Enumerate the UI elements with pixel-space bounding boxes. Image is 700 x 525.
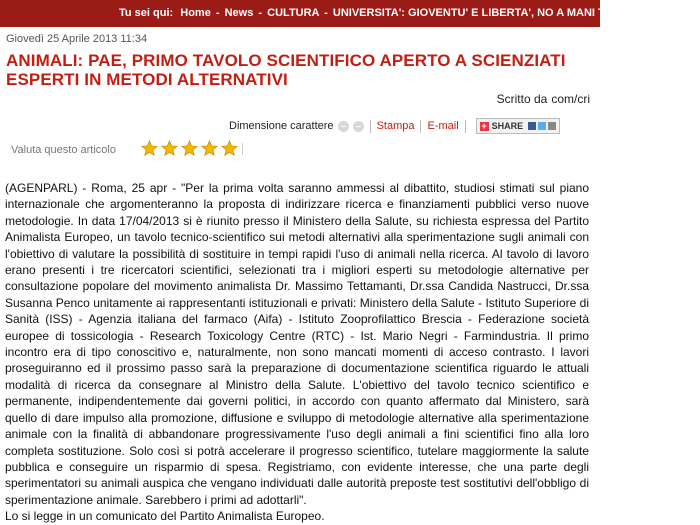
star-icon[interactable] xyxy=(141,140,158,157)
plus-icon: + xyxy=(481,120,487,131)
star-icon[interactable] xyxy=(221,140,238,157)
breadcrumb-bar xyxy=(0,0,700,27)
font-size-label: Dimensione carattere xyxy=(229,120,334,132)
rating-stars[interactable] xyxy=(141,140,243,157)
email-link[interactable]: E-mail xyxy=(427,120,459,132)
breadcrumb-item-home[interactable]: Home xyxy=(180,7,211,19)
font-increase-button[interactable] xyxy=(353,121,364,132)
author-label: Scritto da xyxy=(496,92,548,106)
star-icon[interactable] xyxy=(161,140,178,157)
breadcrumb xyxy=(119,0,700,27)
article-title[interactable]: ANIMALI: PAE, PRIMO TAVOLO SCIENTIFICO APERTO A SCIENZIATI ESPERTI IN METODI ALTERNATIVI xyxy=(6,51,566,89)
print-link[interactable]: Stampa xyxy=(376,120,415,132)
author-name: com/cri xyxy=(551,92,590,106)
share-label: SHARE xyxy=(491,121,524,131)
article-author xyxy=(497,92,590,106)
facebook-icon xyxy=(528,122,536,130)
breadcrumb-item-cultura[interactable]: CULTURA xyxy=(267,7,320,19)
breadcrumb-item-current: UNIVERSITA': GIOVENTU' E LIBERTA', NO A MANI TASCHE STUDENTI xyxy=(332,7,700,19)
star-icon[interactable] xyxy=(201,140,218,157)
twitter-icon xyxy=(538,122,546,130)
article-paragraph: Lo si legge in un comunicato del Partito Animalista Europeo. xyxy=(5,509,325,524)
toolbar-divider xyxy=(465,120,466,133)
article-paragraph: (AGENPARL) - Roma, 25 apr - "Per la prima volta saranno ammessi al dibattito, studiosi stimati sul piano internazionale che argomenteranno la proposta di indirizzare ricerca e finanziamenti pubblici verso nuove metodologie. In data 17/04/2013 si è riunito presso il Ministero della Salute, su richiesta espressa del Partito Animalista Europeo, un tavolo tecnico-scientifico sui metodi alternativi alla sperimentazione sugli animali con l'obiettivo di valutare la possibilità di sostituire in tempi rapidi l'uso di animali nella ricerca. Al tavolo di lavoro erano presenti i tre ricercatori scientifici, selezionati tra i migliori esperti su metodologie alternative per consultazione popolare del movimento animalista Dr. Massimo Tettamanti, Dr.ssa Candida Nastrucci, Dr.ssa Susanna Penco unitamente ai rappresentanti istituzionali e privati: Ministero della Salute - Istituto Superiore di Sanità (ISS) - Agenzia italiana del farmaco (Aifa) - Istituto Zooprofilattico Brescia - Federazione società europee di tossicologia - Research Toxicology Centre (RTC) - Ist. Mario Negri - Farmindustria. Il primo incontro era di tipo conoscitivo e, naturalmente, non sono mancati momenti di acceso contrasto. I lavori proseguiranno ed il prossimo passo sarà la preparazione di documentazione scientifica riguardo le attuali modalità di ricerca da consegnare al Ministro della Salute. L'obiettivo del tavolo tecnico scientifico e permanente, indipendentemente dai governi politici, in accordo con quanto affermato dal Ministero, sarà quello di dare impulso alla promozione, diffusione e sviluppo di metodologie alternative alla sperimentazione animale con la finalità di abbandonare progressivamente l'uso degli animali a fini scientifici fino alla loro completa sostituzione. Solo così si potrà accelerare il progresso scientifico, tutelare maggiormente la salute pubblica e conseguire un risparmio di spesa. Registriamo, con evidente interesse, che una parte degli sperimentatori su animali auspica che vengano individuati dalle autorità preposte test sostitutivi dell'obbligo di sperimentazione animale. Sarebbero i primi ad adottarli". xyxy=(5,181,589,507)
breadcrumb-separator: - xyxy=(324,7,328,19)
article-body xyxy=(5,180,589,525)
font-decrease-button[interactable] xyxy=(338,121,349,132)
breadcrumb-separator: - xyxy=(215,7,220,19)
breadcrumb-prefix: Tu sei qui: xyxy=(119,7,174,19)
breadcrumb-separator: - xyxy=(258,7,263,19)
toolbar-divider xyxy=(420,120,421,133)
rating-end-divider xyxy=(242,143,243,155)
rating-label: Valuta questo articolo xyxy=(11,144,116,156)
breadcrumb-item-news[interactable]: News xyxy=(224,7,254,19)
star-icon[interactable] xyxy=(181,140,198,157)
toolbar-divider xyxy=(370,120,371,133)
article-toolbar xyxy=(229,118,560,134)
article-date: Giovedì 25 Aprile 2013 11:34 xyxy=(6,33,148,45)
share-button[interactable] xyxy=(476,118,561,134)
email-icon xyxy=(548,122,556,130)
